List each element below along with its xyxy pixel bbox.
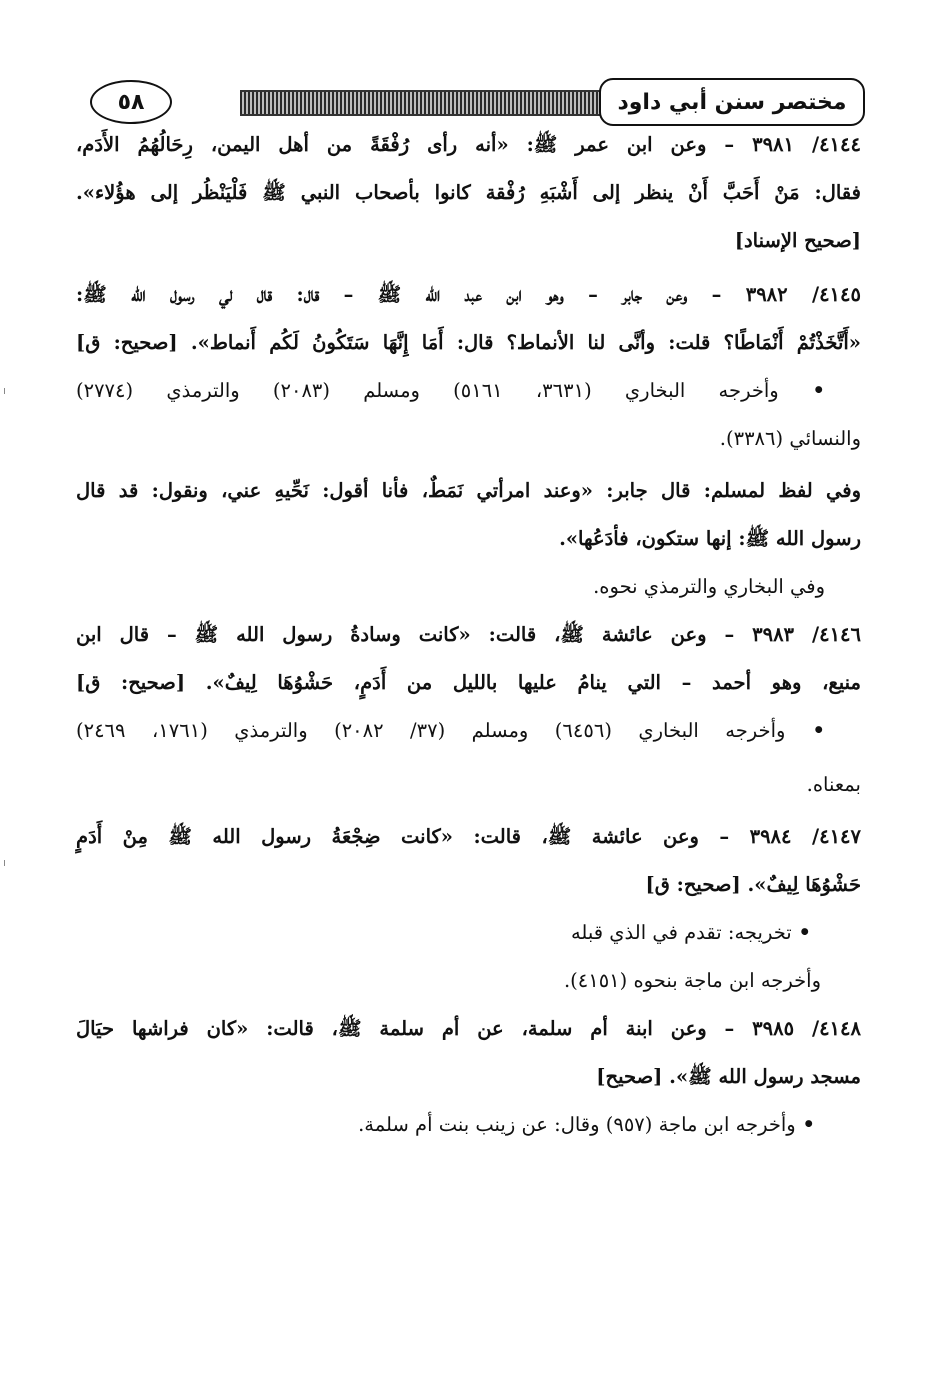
- takhrij-4145-line-1: [76, 376, 861, 406]
- hadith-4145-line-2: «أَتَّخَذْتُمْ أَنْمَاطًا؟ قلت: وأنَّى لنا الأنماط؟ قال: أَمَا إِنَّهَا سَتَكُونُ لَكُم أَنماط». [صحيح: ق]: [76, 331, 861, 354]
- bullet-icon: [792, 921, 811, 944]
- bullet-icon: [796, 1113, 815, 1136]
- hadith-4144-line-2: فقال: مَنْ أَحَبَّ أَنْ ينظر إلى أَشْبَهِ رُفْقة كانوا بأصحاب النبي ﷺ فَلْيَنْظُر إلى هؤُلاء».: [76, 181, 861, 204]
- hadith-4147-line-1: ٤١٤٧/ ٣٩٨٤ – وعن عائشة ﷺ، قالت: «كانت ضِجْعَةُ رسول الله ﷺ مِنْ أَدَمٍ: [76, 825, 861, 848]
- hadith-4144-grade: [صحيح الإسناد]: [734, 229, 861, 252]
- page-header: [90, 78, 865, 126]
- takhrij-4146: [76, 716, 861, 800]
- takhrij-4147-line-1: [76, 918, 861, 948]
- bullet-icon: [779, 379, 825, 402]
- takhrij-4145-text-1: وأخرجه البخاري (٣٦٣١، ٥١٦١) ومسلم (٢٠٨٣) والترمذي (٢٧٧٤): [76, 379, 779, 402]
- bullet-icon: [785, 719, 825, 742]
- hadith-4148-line-2: مسجد رسول الله ﷺ». [صحيح]: [596, 1065, 861, 1088]
- takhrij-4146-line-2: بمعناه.: [806, 773, 861, 796]
- hadith-4144: [76, 130, 861, 256]
- bukhari-tirmidhi-note-line: وفي البخاري والترمذي نحوه.: [593, 575, 825, 598]
- takhrij-4147: [76, 918, 861, 996]
- margin-tick-1: [4, 388, 5, 394]
- margin-tick-2: [4, 860, 5, 866]
- takhrij-4145: [76, 376, 861, 454]
- hadith-4146: [76, 620, 861, 698]
- hadith-4146-line-1: ٤١٤٦/ ٣٩٨٣ – وعن عائشة ﷺ، قالت: «كانت وسادةُ رسول الله ﷺ – قال ابن: [76, 623, 861, 646]
- page-body: [76, 130, 861, 1140]
- muslim-wording: [76, 476, 861, 554]
- takhrij-4148-text-1: وأخرجه ابن ماجة (٩٥٧) وقال: عن زينب بنت أم سلمة.: [358, 1113, 796, 1136]
- takhrij-4147-line-2: وأخرجه ابن ماجة بنحوه (٤١٥١).: [563, 969, 821, 992]
- hadith-4146-line-2: منيع، وهو أحمد – التي ينامُ عليها بالليل من أَدَمٍ، حَشْوُهَا لِيفٌ». [صحيح: ق]: [76, 671, 861, 694]
- muslim-wording-line-1: وفي لفظ لمسلم: قال جابر: «وعند امرأتي نَمَطٌ، فأنا أقول: نَحِّيهِ عني، ونقول: قد قال: [76, 479, 861, 502]
- hadith-4148: [76, 1014, 861, 1092]
- hadith-4145-line-1: ٤١٤٥/ ٣٩٨٢ – وعن جابر – وهو ابن عبد الله ﷺ – قال: قال لي رسول الله ﷺ:: [76, 283, 861, 306]
- hadith-4147: [76, 822, 861, 900]
- takhrij-4146-line-1: [76, 716, 861, 746]
- hadith-4144-line-1: ٤١٤٤/ ٣٩٨١ – وعن ابن عمر ﷺ: «أنه رأى رُفْقَةً من أهل اليمن، رِحَالُهُمُ الأَدَم،: [76, 133, 861, 156]
- bukhari-tirmidhi-note: [76, 572, 861, 602]
- hadith-4145: [76, 280, 861, 358]
- takhrij-4148: [76, 1110, 861, 1140]
- book-title: مختصر سنن أبي داود: [599, 78, 865, 126]
- muslim-wording-line-2: رسول الله ﷺ: إنها ستكون، فأدَعُها».: [559, 527, 861, 550]
- hadith-4147-line-2: حَشْوُهَا لِيفٌ». [صحيح: ق]: [645, 873, 861, 896]
- hadith-4148-line-1: ٤١٤٨/ ٣٩٨٥ – وعن ابنة أم سلمة، عن أم سلمة ﷺ، قالت: «كان فراشها حيَالَ: [76, 1017, 861, 1040]
- takhrij-4146-text-1: وأخرجه البخاري (٦٤٥٦) ومسلم (٣٧/ ٢٠٨٢) والترمذي (١٧٦١، ٢٤٦٩): [76, 719, 786, 742]
- takhrij-4147-text-1: تخريجه: تقدم في الذي قبله: [570, 921, 792, 944]
- takhrij-4148-line-1: [76, 1110, 861, 1140]
- takhrij-4145-line-2: والنسائي (٣٣٨٦).: [719, 427, 861, 450]
- page-number: ٥٨: [90, 80, 172, 124]
